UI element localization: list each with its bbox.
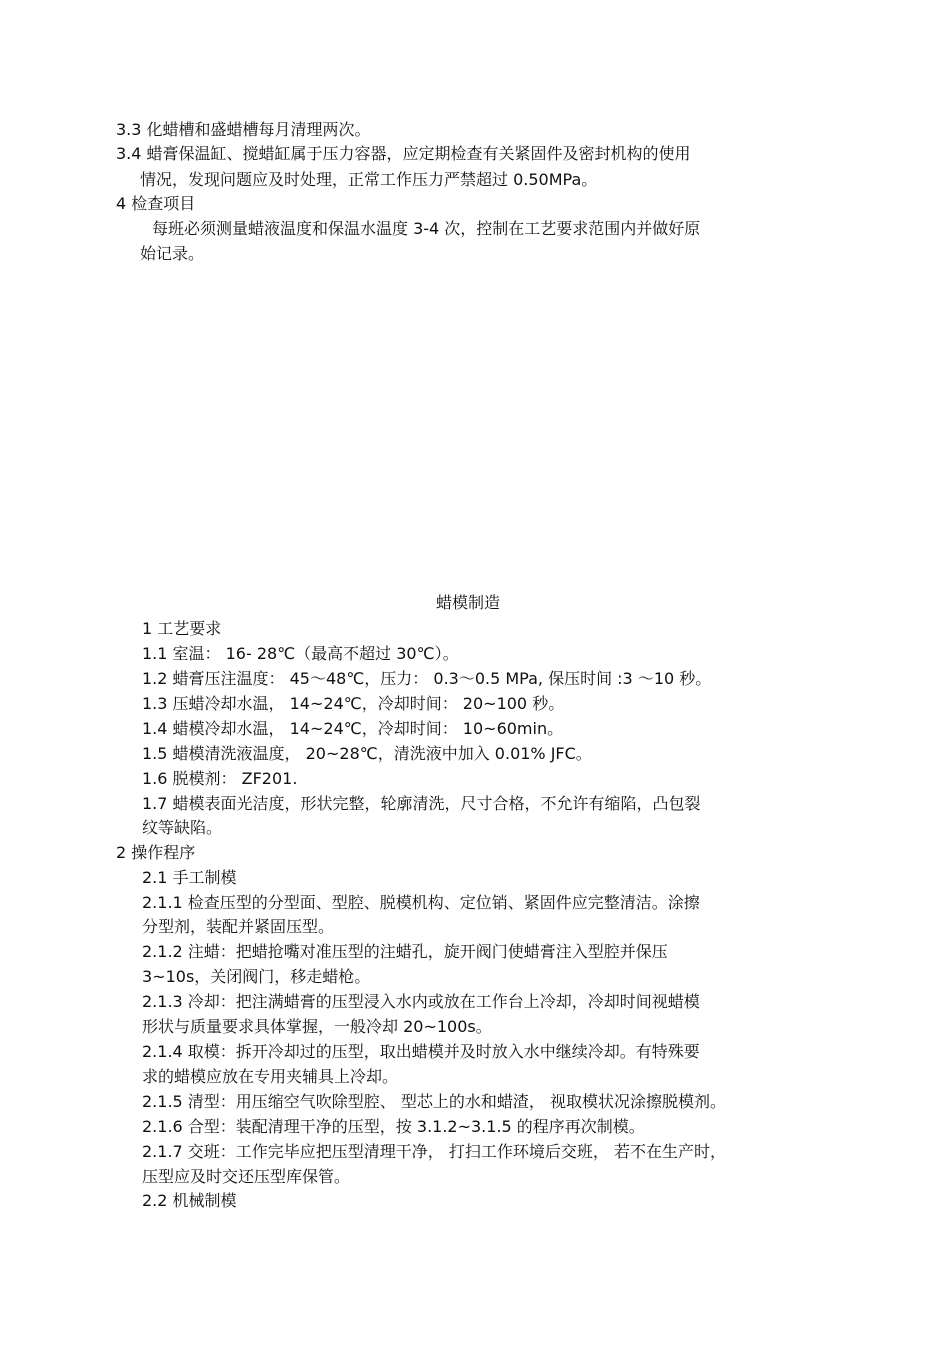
text-line: 2.1.7 交班：工作完毕应把压型清理干净， 打扫工作环境后交班， 若不在生产时， xyxy=(142,1142,726,1161)
text-line: 1.6 脱模剂： ZF201. xyxy=(142,769,298,788)
text-line: 1.1 室温： 16- 28℃（最高不超过 30℃）。 xyxy=(142,644,459,663)
text-line: 1.4 蜡模冷却水温， 14~24℃，冷却时间： 10~60min。 xyxy=(142,719,564,738)
section-heading: 2 操作程序 xyxy=(116,843,196,862)
section-heading: 1 工艺要求 xyxy=(142,619,222,638)
text-line: 1.3 压蜡冷却水温， 14~24℃，冷却时间： 20~100 秒。 xyxy=(142,694,565,713)
text-line: 求的蜡模应放在专用夹辅具上冷却。 xyxy=(142,1067,399,1086)
text-line: 2.1.5 清型：用压缩空气吹除型腔、 型芯上的水和蜡渣， 视取模状况涂擦脱模剂。 xyxy=(142,1092,726,1111)
text-line: 2.1.6 合型：装配清理干净的压型，按 3.1.2~3.1.5 的程序再次制模。 xyxy=(142,1117,645,1136)
text-line: 1.5 蜡模清洗液温度， 20~28℃，清洗液中加入 0.01% JFC。 xyxy=(142,744,592,763)
text-line: 3~10s，关闭阀门，移走蜡枪。 xyxy=(142,967,371,986)
text-line: 分型剂，装配并紧固压型。 xyxy=(142,917,335,936)
section-heading: 4 检查项目 xyxy=(116,194,196,213)
text-line: 3.3 化蜡槽和盛蜡槽每月清理两次。 xyxy=(116,120,371,139)
text-line: 2.1.1 检查压型的分型面、型腔、脱模机构、定位销、紧固件应完整清洁。涂擦 xyxy=(142,893,700,912)
text-line: 1.2 蜡膏压注温度： 45～48℃，压力： 0.3～0.5 MPa, 保压时间 :3 ～10 秒。 xyxy=(142,669,712,688)
text-line: 2.1.3 冷却：把注满蜡膏的压型浸入水内或放在工作台上冷却，冷却时间视蜡模 xyxy=(142,992,700,1011)
text-line: 3.4 蜡膏保温缸、搅蜡缸属于压力容器，应定期检查有关紧固件及密封机构的使用 xyxy=(116,144,691,163)
text-line: 纹等缺陷。 xyxy=(142,818,223,837)
text-line: 形状与质量要求具体掌握，一般冷却 20~100s。 xyxy=(142,1017,492,1036)
text-line: 压型应及时交还压型库保管。 xyxy=(142,1167,351,1186)
text-line: 2.1.2 注蜡：把蜡抢嘴对准压型的注蜡孔，旋开阀门使蜡膏注入型腔并保压 xyxy=(142,942,668,961)
text-line: 2.1 手工制模 xyxy=(142,868,237,887)
text-line: 2.1.4 取模：拆开冷却过的压型，取出蜡模并及时放入水中继续冷却。有特殊要 xyxy=(142,1042,700,1061)
text-line: 2.2 机械制模 xyxy=(142,1191,237,1210)
text-line: 每班必须测量蜡液温度和保温水温度 3-4 次，控制在工艺要求范围内并做好原 xyxy=(152,219,701,238)
text-line: 1.7 蜡模表面光洁度，形状完整，轮廓清洗，尺寸合格，不允许有缩陷，凸包裂 xyxy=(142,794,701,813)
text-line: 情况，发现问题应及时处理，正常工作压力严禁超过 0.50MPa。 xyxy=(140,170,598,189)
page-title: 蜡模制造 xyxy=(436,593,501,612)
text-line: 始记录。 xyxy=(140,244,205,263)
